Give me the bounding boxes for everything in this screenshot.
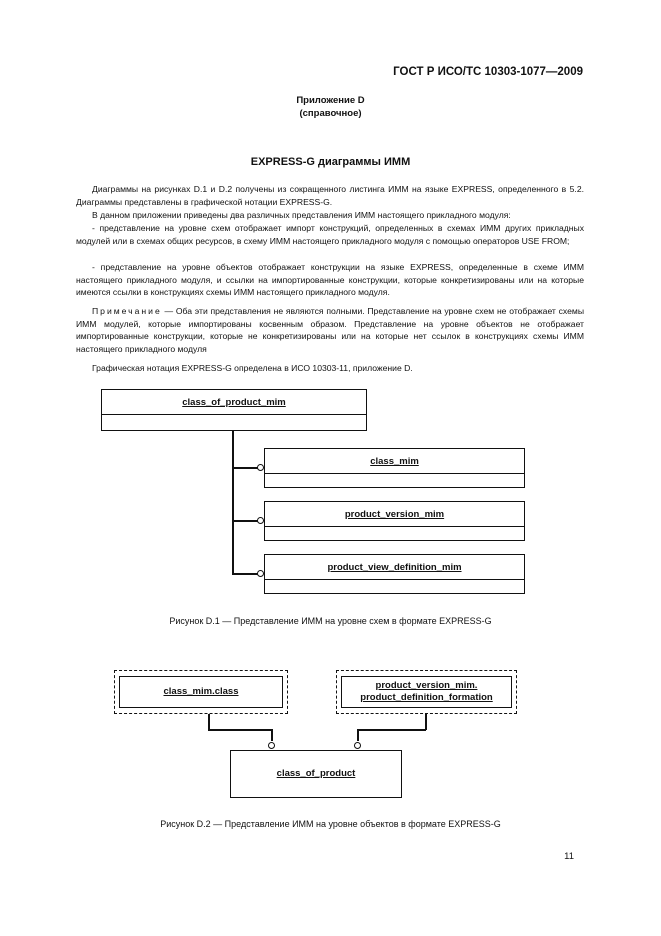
paragraph-intro: Диаграммы на рисунках D.1 и D.2 получены из сокращенного листинга ИММ на языке EXPRESS, определенного в 5.2. Диаграммы представлены в графической нотации EXPRESS-G.: [76, 184, 584, 207]
connector-trunk: [232, 431, 234, 574]
use-from-circle-3: [257, 570, 264, 577]
use-from-circle-2: [257, 517, 264, 524]
schema-box-product-view-definition-mim: [264, 554, 525, 594]
connector-branch-2: [232, 520, 259, 522]
paragraph-entity-level: - представление на уровне объектов отображает конструкции на языке EXPRESS, определенные в схеме ИММ настоящего прикладного модуля, и ссылки на импортированные конструкции, которые конкретизированы или на которые имеются ссылки в конструкциях схемы ИММ настоящего прикладного модуля.: [76, 262, 584, 298]
relation-line-1c: [271, 729, 273, 741]
connector-branch-1: [232, 467, 259, 469]
figure-d2-caption: Рисунок D.2 — Представление ИММ на уровне объектов в формате EXPRESS-G: [160, 819, 501, 829]
reference-box-class-mim-class: [119, 676, 283, 708]
relation-line-2b: [357, 729, 426, 731]
schema-label-main: class_of_product_mim: [102, 390, 366, 415]
connector-branch-3: [232, 573, 259, 575]
relation-circle-1: [268, 742, 275, 749]
reference-label-line-2: product_definition_formation: [360, 692, 493, 703]
reference-label-product-definition-formation: [342, 677, 511, 707]
relation-line-2c: [357, 729, 359, 741]
reference-box-product-definition-formation: [341, 676, 512, 708]
annex-title: Приложение D: [296, 95, 365, 106]
section-title: EXPRESS-G диаграммы ИММ: [250, 156, 411, 168]
notation-paragraph: Графическая нотация EXPRESS-G определена в ИСО 10303-11, приложение D.: [92, 363, 413, 373]
note-paragraph: [76, 305, 584, 356]
entity-box-class-of-product: [230, 750, 402, 798]
paragraph-schema-level: - представление на уровне схем отображает импорт конструкций, определенных в схемах ИММ других прикладных модулей или в схемах общих ресурсов, в схему ИММ настоящего прикладного модуля с помощью операторов USE FROM;: [76, 223, 584, 246]
relation-circle-2: [354, 742, 361, 749]
entity-label-class-of-product: class_of_product: [276, 768, 356, 779]
schema-box-main: [101, 389, 367, 431]
reference-label-class-mim-class: class_mim.class: [163, 686, 239, 697]
schema-label-class-mim: class_mim: [265, 449, 524, 474]
paragraph-two-views: В данном приложении приведены два различных представления ИММ настоящего прикладного модуля:: [92, 210, 511, 220]
schema-label-product-version-mim: product_version_mim: [265, 502, 524, 527]
schema-box-class-mim: [264, 448, 525, 488]
use-from-circle-1: [257, 464, 264, 471]
document-header: ГОСТ Р ИСО/ТС 10303-1077—2009: [393, 66, 583, 78]
figure-d1-caption: Рисунок D.1 — Представление ИММ на уровне схем в формате EXPRESS-G: [169, 616, 492, 626]
reference-label-line-1: product_version_mim.: [375, 680, 478, 691]
relation-line-1b: [208, 729, 272, 731]
schema-box-product-version-mim: [264, 501, 525, 541]
annex-subtitle: (справочное): [299, 108, 362, 119]
relation-line-1a: [208, 714, 210, 730]
note-label: Примечание: [92, 306, 162, 316]
page-number: 11: [564, 851, 574, 862]
relation-line-2a: [425, 714, 427, 730]
note-text: — Оба эти представления не являются полными. Представление на уровне схем не отображает схемы ИММ модулей, которые импортированы косвенным образом. Представление на уровне объектов не отображает импортированные конструкции, которые не конкретизированы или на которые нет ссылок в конструкциях схемы ИММ настоящего прикладного модуля: [76, 306, 584, 355]
schema-label-product-view-definition-mim: product_view_definition_mim: [265, 555, 524, 580]
